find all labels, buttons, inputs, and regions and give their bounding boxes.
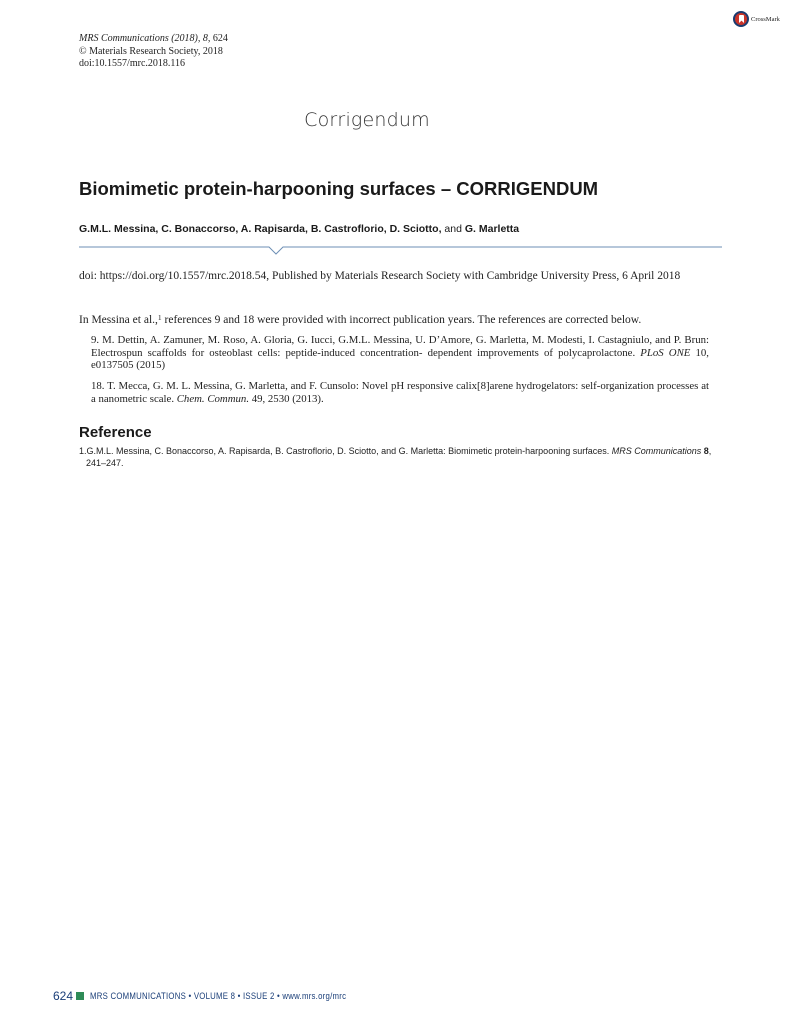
corrected-reference-18	[91, 380, 709, 405]
ref18-tail: 49, 2530 (2013).	[249, 392, 324, 405]
ref9-tail: 10, e0137505 (2015)	[91, 346, 709, 372]
copyright-line: © Materials Research Society, 2018	[79, 45, 223, 57]
author-last: G. Marletta	[464, 223, 520, 235]
ref1-volume: 8	[701, 446, 709, 456]
ref18-text: 18. T. Mecca, G. M. L. Messina, G. Marletta, and F. Cunsolo: Novel pH responsive calix[8]arene hydrogelators: self-organization processes at a nanometric scale.	[91, 380, 709, 405]
correction-intro	[79, 313, 721, 327]
ref9-journal: PLoS ONE	[640, 346, 691, 359]
page-number: 624	[53, 989, 74, 1003]
corrected-reference-9	[91, 334, 709, 372]
original-doi-line: doi: https://doi.org/10.1557/mrc.2018.54, Published by Materials Research Society with Cambridge University Press, 6 April 2018	[79, 270, 681, 282]
article-title: Biomimetic protein-harpooning surfaces – CORRIGENDUM	[79, 178, 599, 199]
article-doi: doi:10.1557/mrc.2018.116	[79, 58, 186, 69]
crossmark-label: CrossMark	[751, 15, 780, 23]
ref1-journal: MRS Communications	[611, 446, 702, 456]
citation-superscript: 1	[157, 313, 162, 322]
crossmark-icon	[733, 11, 749, 27]
page-footer	[53, 989, 403, 1003]
article-meta	[79, 33, 228, 71]
footer-journal-line[interactable]: MRS COMMUNICATIONS • VOLUME 8 • ISSUE 2 • www.mrs.org/mrc	[90, 990, 347, 1002]
reference-item-1	[79, 445, 724, 469]
intro-text-after: references 9 and 18 were provided with incorrect publication years. The references are corrected below.	[161, 314, 642, 326]
author-list	[79, 223, 519, 235]
crossmark-badge[interactable]	[733, 9, 780, 29]
section-label: Corrigendum	[304, 109, 430, 131]
intro-text-before: In Messina et al.,	[79, 314, 158, 326]
reference-heading: Reference	[79, 424, 152, 441]
divider-line	[79, 246, 722, 256]
ref18-journal: Chem. Commun.	[176, 392, 250, 405]
journal-page: 624	[210, 33, 228, 44]
ref1-pages: 241–247.	[86, 458, 124, 468]
ref1-text: 1.G.M.L. Messina, C. Bonaccorso, A. Rapisarda, B. Castroflorio, D. Sciotto, and G. Marletta: Biomimetic protein-harpooning surfaces.	[79, 446, 612, 456]
ref1-comma: ,	[708, 446, 712, 456]
ref9-text: 9. M. Dettin, A. Zamuner, M. Roso, A. Gloria, G. Iucci, G.M.L. Messina, U. D’Amore, G. Marletta, M. Modesti, I. Castagniulo, and P. Brun: Electrospun scaffolds for osteoblast cells: peptide-induced concentration- dependent improvements of polycaprolactone.	[91, 334, 709, 359]
author-names: G.M.L. Messina, C. Bonaccorso, A. Rapisarda, B. Castroflorio, D. Sciotto,	[79, 223, 442, 235]
author-and: and	[441, 223, 465, 235]
footer-square-icon	[76, 992, 84, 1000]
journal-citation: MRS Communications (2018), 8,	[79, 33, 211, 44]
